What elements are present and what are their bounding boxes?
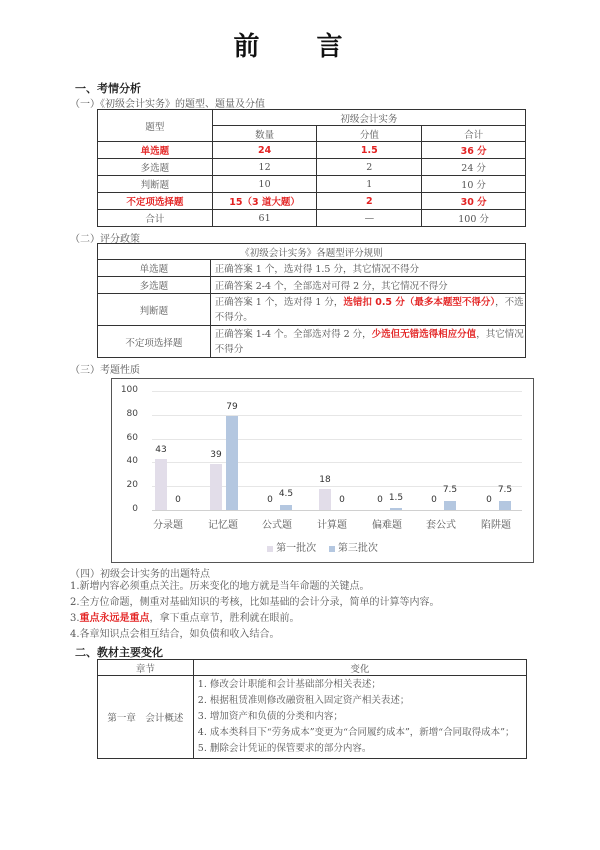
bar-series1 <box>210 464 222 510</box>
rule-text-highlight: 选错扣 0.5 分（最多本题型不得分） <box>343 296 496 308</box>
item-highlight: 重点永远是重点 <box>79 613 150 624</box>
cell-type: 判断题 <box>98 176 213 193</box>
cell-value: 1.5 <box>317 142 422 159</box>
rule-text-highlight: 少选但无错选得相应分值 <box>371 328 477 340</box>
item-number: 4. <box>70 629 80 640</box>
gridline <box>152 462 522 463</box>
cell-count: 61 <box>212 210 317 227</box>
x-tick: 偏难题 <box>372 520 402 531</box>
cell-value: 1 <box>317 176 422 193</box>
cell-total: 100 分 <box>422 210 526 227</box>
legend-label: 第一批次 <box>276 543 317 554</box>
scoring-rules-table <box>97 243 526 358</box>
change-item: 2. 根据租赁准则修改融资租入固定资产相关表述； <box>197 695 410 706</box>
bar-label: 4.5 <box>278 489 294 499</box>
cell-rule <box>210 260 525 277</box>
table-row <box>98 294 526 326</box>
x-tick: 计算题 <box>317 520 347 531</box>
gridline <box>152 486 522 487</box>
header-total: 合计 <box>422 126 526 142</box>
y-tick: 80 <box>126 409 138 419</box>
change-item: 3. 增加资产和负债的分类和内容； <box>197 711 343 722</box>
subheading-features: （四）初级会计实务的出题特点 <box>70 569 210 580</box>
cell-value: 2 <box>317 159 422 176</box>
cell-count: 10 <box>212 176 317 193</box>
bar-label: 0 <box>175 495 181 505</box>
change-item: 5. 删除会计凭证的保管要求的部分内容。 <box>197 743 372 754</box>
page-title: 前 言 <box>233 32 367 62</box>
y-tick: 0 <box>132 504 138 514</box>
textbook-changes-table <box>97 659 527 759</box>
header-type: 题型 <box>98 110 213 142</box>
cell-total: 10 分 <box>422 176 526 193</box>
item-text: ，拿下重点章节，胜利就在眼前。 <box>149 613 300 624</box>
gridline <box>152 415 522 416</box>
rule-text-tail: ，其它情况不得分 <box>214 328 524 355</box>
cell-count: 15（3 道大题） <box>212 193 317 210</box>
list-item <box>70 611 550 627</box>
bar-label: 18 <box>319 475 331 485</box>
list-item <box>70 595 550 611</box>
y-tick: 40 <box>126 456 138 466</box>
subheading-scoring-policy: （二）评分政策 <box>70 234 140 245</box>
legend-swatch-series1 <box>267 546 273 552</box>
cell-changes <box>193 676 526 759</box>
cell-rule <box>210 294 525 326</box>
header-value: 分值 <box>317 126 422 142</box>
header-chapter: 章节 <box>98 660 194 676</box>
question-nature-chart <box>111 378 534 563</box>
bar-label: 7.5 <box>497 485 513 495</box>
bar-label: 0 <box>431 495 437 505</box>
list-item <box>70 579 550 595</box>
bar-label: 79 <box>226 402 238 412</box>
subheading-question-nature: （三）考题性质 <box>70 365 140 376</box>
section-heading-exam-analysis: 一、考情分析 <box>75 82 141 95</box>
section-heading-textbook-changes: 二、教材主要变化 <box>75 646 163 659</box>
rule-text: 正确答案 1 个，选对得 1.5 分，其它情况不得分 <box>214 264 419 275</box>
bar-label: 0 <box>339 495 345 505</box>
header-change: 变化 <box>193 660 526 676</box>
cell-type: 多选题 <box>98 159 213 176</box>
x-axis-line <box>152 510 522 511</box>
table-row <box>98 193 526 210</box>
gridline <box>152 439 522 440</box>
x-tick: 公式题 <box>262 520 292 531</box>
rule-text: 正确答案 2-4 个，全部选对可得 2 分，其它情况不得分 <box>214 281 448 292</box>
x-tick: 套公式 <box>426 520 456 531</box>
cell-type: 不定项选择题 <box>98 326 211 358</box>
cell-type: 多选题 <box>98 277 211 294</box>
cell-value: — <box>317 210 422 227</box>
table-row <box>98 277 526 294</box>
x-tick: 陷阱题 <box>481 520 511 531</box>
table-row <box>98 210 526 227</box>
bar-label: 0 <box>486 495 492 505</box>
bar-series2 <box>280 505 292 510</box>
cell-total: 36 分 <box>422 142 526 159</box>
chart-legend <box>112 539 533 554</box>
y-tick: 60 <box>126 433 138 443</box>
bar-label: 43 <box>155 445 167 455</box>
cell-total: 24 分 <box>422 159 526 176</box>
bar-series2 <box>226 416 238 510</box>
cell-total: 30 分 <box>422 193 526 210</box>
cell-count: 24 <box>212 142 317 159</box>
table-row <box>98 176 526 193</box>
y-tick: 20 <box>126 480 138 490</box>
bar-label: 0 <box>377 495 383 505</box>
item-text: 新增内容必须重点关注。历来变化的地方就是当年命题的关键点。 <box>79 581 370 592</box>
bar-label: 0 <box>267 495 273 505</box>
cell-rule <box>210 277 525 294</box>
item-number: 2. <box>70 597 80 608</box>
legend-label: 第三批次 <box>337 543 378 554</box>
table-row <box>98 142 526 159</box>
rule-text: 正确答案 1 个，选对得 1 分， <box>214 296 344 308</box>
bar-label: 7.5 <box>442 485 458 495</box>
legend-swatch-series2 <box>329 546 335 552</box>
table-row <box>98 159 526 176</box>
item-number: 3. <box>70 613 80 624</box>
x-tick: 分录题 <box>153 520 183 531</box>
cell-type: 单选题 <box>98 260 211 277</box>
item-text: 全方位命题，侧重对基础知识的考核，比如基础的会计分录，简单的计算等内容。 <box>79 597 440 608</box>
bar-label: 39 <box>210 450 222 460</box>
cell-rule <box>210 326 525 358</box>
header-group: 初级会计实务 <box>212 110 525 126</box>
question-types-table <box>97 109 526 227</box>
cell-value: 2 <box>317 193 422 210</box>
change-item: 1. 修改会计职能和会计基础部分相关表述； <box>197 679 381 690</box>
gridline <box>152 391 522 392</box>
cell-type: 合计 <box>98 210 213 227</box>
change-item: 4. 成本类科目下“劳务成本”变更为“合同履约成本”，新增“合同取得成本”； <box>197 727 515 738</box>
cell-count: 12 <box>212 159 317 176</box>
bar-series2 <box>390 508 402 510</box>
x-tick: 记忆题 <box>208 520 238 531</box>
cell-chapter: 第一章 会计概述 <box>98 676 194 759</box>
rule-text-tail: ，不选不得分。 <box>214 296 524 323</box>
item-text: 各章知识点会相互结合，如负债和收入结合。 <box>79 629 280 640</box>
list-item <box>70 627 550 643</box>
subheading-question-types: （一）《初级会计实务》的题型、题量及分值 <box>70 99 265 110</box>
table-row <box>98 326 526 358</box>
item-number: 1. <box>70 581 80 592</box>
bar-label: 1.5 <box>388 493 404 503</box>
features-list <box>70 579 550 643</box>
header-count: 数量 <box>212 126 317 142</box>
cell-type: 不定项选择题 <box>98 193 213 210</box>
rules-header: 《初级会计实务》各题型评分规则 <box>98 244 526 260</box>
cell-type: 判断题 <box>98 294 211 326</box>
rule-text: 正确答案 1-4 个。全部选对得 2 分， <box>214 328 372 340</box>
table-row <box>98 676 527 759</box>
cell-type: 单选题 <box>98 142 213 159</box>
table-row <box>98 260 526 277</box>
y-tick: 100 <box>120 385 138 395</box>
